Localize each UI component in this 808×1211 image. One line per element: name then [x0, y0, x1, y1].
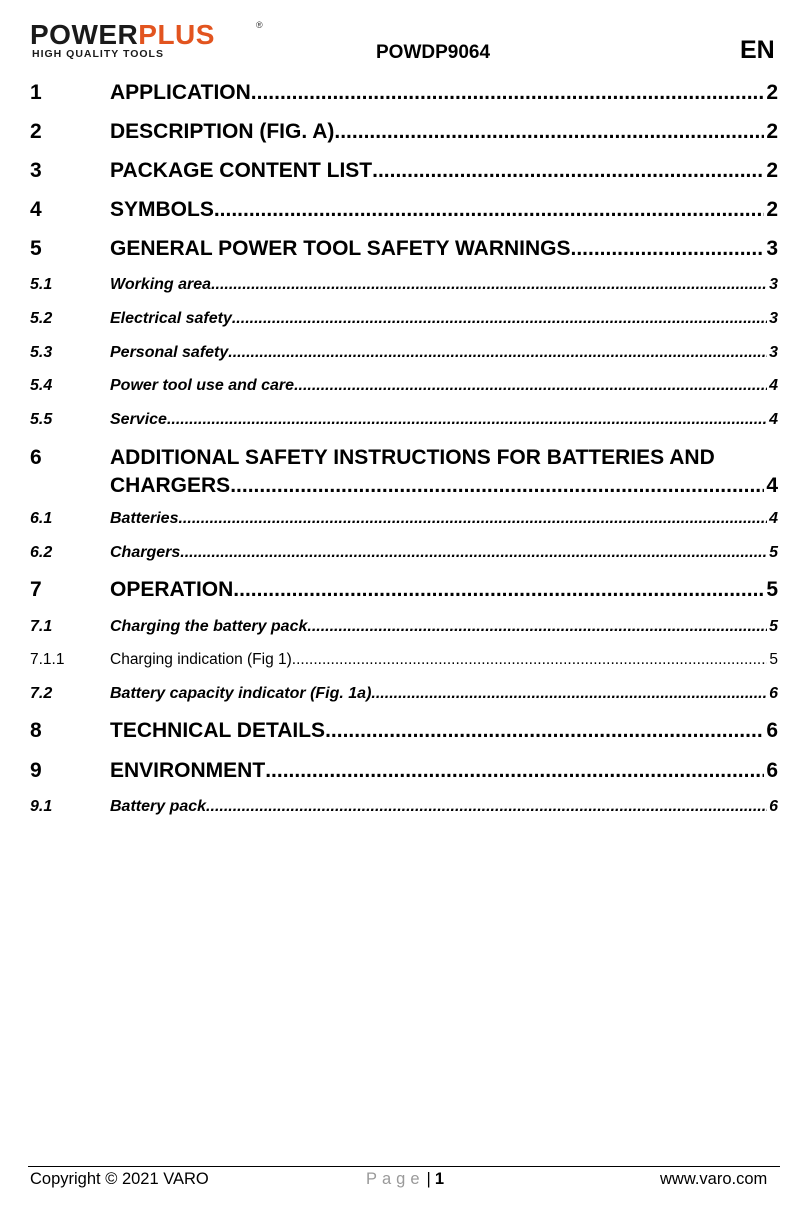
- toc-leader: [211, 274, 767, 296]
- toc-number: 8: [30, 719, 42, 742]
- toc-title: Service: [110, 411, 167, 428]
- toc-entry[interactable]: [30, 717, 778, 745]
- toc-number: 5.4: [30, 377, 53, 394]
- toc-number: 3: [30, 159, 42, 182]
- toc-entry[interactable]: [30, 235, 778, 263]
- footer-page-indicator: [366, 1170, 444, 1189]
- toc-leader: [251, 79, 765, 107]
- toc-title: ENVIRONMENT: [110, 759, 266, 782]
- toc-entry[interactable]: [30, 79, 778, 107]
- toc-page: 4: [769, 411, 778, 428]
- footer-website-link[interactable]: www.varo.com: [660, 1170, 768, 1188]
- toc-title: Working area: [110, 276, 212, 293]
- toc-number: 7.1.1: [30, 651, 65, 668]
- toc-number: 9.1: [30, 798, 53, 815]
- toc-page: 3: [766, 237, 778, 260]
- toc-leader: [307, 616, 767, 638]
- logo-tagline: HIGH QUALITY TOOLS: [32, 48, 164, 60]
- toc-title: Battery pack: [110, 798, 207, 815]
- toc-title: Batteries: [110, 510, 179, 527]
- page-header: [0, 0, 808, 70]
- toc-number: 7.1: [30, 618, 53, 635]
- toc-entry[interactable]: [30, 796, 778, 818]
- toc-entry[interactable]: [30, 274, 778, 296]
- toc-leader: [233, 576, 764, 604]
- toc-title: APPLICATION: [110, 81, 251, 104]
- page-label: Page: [366, 1170, 425, 1188]
- toc-leader: [325, 717, 764, 745]
- toc-page: 6: [769, 685, 778, 702]
- toc-number: 5.5: [30, 411, 53, 428]
- toc-entry[interactable]: [30, 118, 778, 146]
- toc-number: 9: [30, 759, 42, 782]
- toc-page: 6: [769, 798, 778, 815]
- toc-page: 2: [766, 198, 778, 221]
- toc-leader: [371, 683, 767, 705]
- toc-page: 6: [766, 759, 778, 782]
- logo-wordmark: POWERPLUS: [30, 19, 215, 50]
- toc-entry[interactable]: [30, 649, 778, 671]
- toc-leader: [571, 235, 765, 263]
- toc-entry[interactable]: [30, 409, 778, 431]
- powerplus-logo: [30, 20, 270, 62]
- toc-page: 2: [766, 81, 778, 104]
- toc-number: 5.2: [30, 310, 53, 327]
- toc-leader: [265, 757, 764, 785]
- toc-leader: [206, 796, 767, 818]
- toc-title: Battery capacity indicator (Fig. 1a): [110, 685, 372, 702]
- toc-leader: [180, 542, 767, 564]
- toc-number: 7.2: [30, 685, 53, 702]
- toc-title: Electrical safety: [110, 310, 232, 327]
- toc-entry[interactable]: [30, 683, 778, 705]
- toc-leader: [232, 308, 767, 330]
- toc-leader: [228, 342, 767, 364]
- toc-page: 4: [769, 510, 778, 527]
- toc-number: 5.1: [30, 276, 53, 293]
- toc-title: SYMBOLS: [110, 198, 214, 221]
- toc-page: 6: [766, 719, 778, 742]
- toc-page: 3: [769, 344, 778, 361]
- toc-page: 5: [766, 578, 778, 601]
- toc-number: 7: [30, 578, 42, 601]
- toc-title: TECHNICAL DETAILS: [110, 719, 326, 742]
- toc-page: 4: [766, 474, 778, 497]
- toc-page: 2: [766, 120, 778, 143]
- toc-page: 5: [769, 544, 778, 561]
- toc-number: 1: [30, 81, 42, 104]
- footer-copyright: Copyright © 2021 VARO: [30, 1170, 209, 1188]
- toc-entry[interactable]: [30, 616, 778, 638]
- toc-entry[interactable]: [30, 444, 778, 500]
- toc-number: 5.3: [30, 344, 53, 361]
- toc-entry[interactable]: [30, 308, 778, 330]
- toc-title: Charging indication (Fig 1): [110, 651, 292, 668]
- toc-number: 6: [30, 446, 42, 469]
- toc-entry[interactable]: [30, 508, 778, 530]
- toc-number: 4: [30, 198, 42, 221]
- toc-title: Personal safety: [110, 344, 229, 361]
- toc-page: 2: [766, 159, 778, 182]
- toc-title: ADDITIONAL SAFETY INSTRUCTIONS FOR BATTERIES AND: [110, 446, 715, 469]
- toc-entry[interactable]: [30, 542, 778, 564]
- toc-leader: [214, 196, 764, 224]
- toc-page: 3: [769, 276, 778, 293]
- toc-leader: [294, 375, 767, 397]
- toc-title-continued: CHARGERS: [110, 474, 231, 497]
- toc-title: Charging the battery pack: [110, 618, 308, 635]
- toc-leader: [372, 157, 764, 185]
- toc-leader: [167, 409, 767, 431]
- language-code: EN: [740, 36, 775, 64]
- toc-entry[interactable]: [30, 757, 778, 785]
- toc-entry[interactable]: [30, 196, 778, 224]
- model-number: POWDP9064: [376, 42, 491, 63]
- toc-page: 4: [769, 377, 778, 394]
- logo-registered-mark: ®: [256, 20, 263, 30]
- toc-number: 2: [30, 120, 42, 143]
- toc-title: Power tool use and care: [110, 377, 295, 394]
- toc-title: Chargers: [110, 544, 181, 561]
- toc-page: 5: [769, 618, 778, 635]
- page-separator: |: [426, 1170, 431, 1188]
- toc-leader: [334, 118, 764, 146]
- toc-number: 5: [30, 237, 42, 260]
- toc-leader: [230, 472, 764, 500]
- toc-leader: [292, 649, 768, 671]
- toc-title: DESCRIPTION (FIG. A): [110, 120, 335, 143]
- toc-title: PACKAGE CONTENT LIST: [110, 159, 373, 182]
- toc-entry[interactable]: [30, 375, 778, 397]
- toc-number: 6.1: [30, 510, 53, 527]
- toc-entry[interactable]: [30, 342, 778, 364]
- toc-page: 5: [769, 651, 778, 668]
- toc-leader: [178, 508, 767, 530]
- toc-title: GENERAL POWER TOOL SAFETY WARNINGS: [110, 237, 571, 260]
- toc-number: 6.2: [30, 544, 53, 561]
- toc-entry[interactable]: [30, 157, 778, 185]
- page-number: 1: [434, 1170, 445, 1188]
- toc-title: OPERATION: [110, 578, 234, 601]
- toc-page: 3: [769, 310, 778, 327]
- toc-entry[interactable]: [30, 576, 778, 604]
- footer-divider: [28, 1166, 780, 1167]
